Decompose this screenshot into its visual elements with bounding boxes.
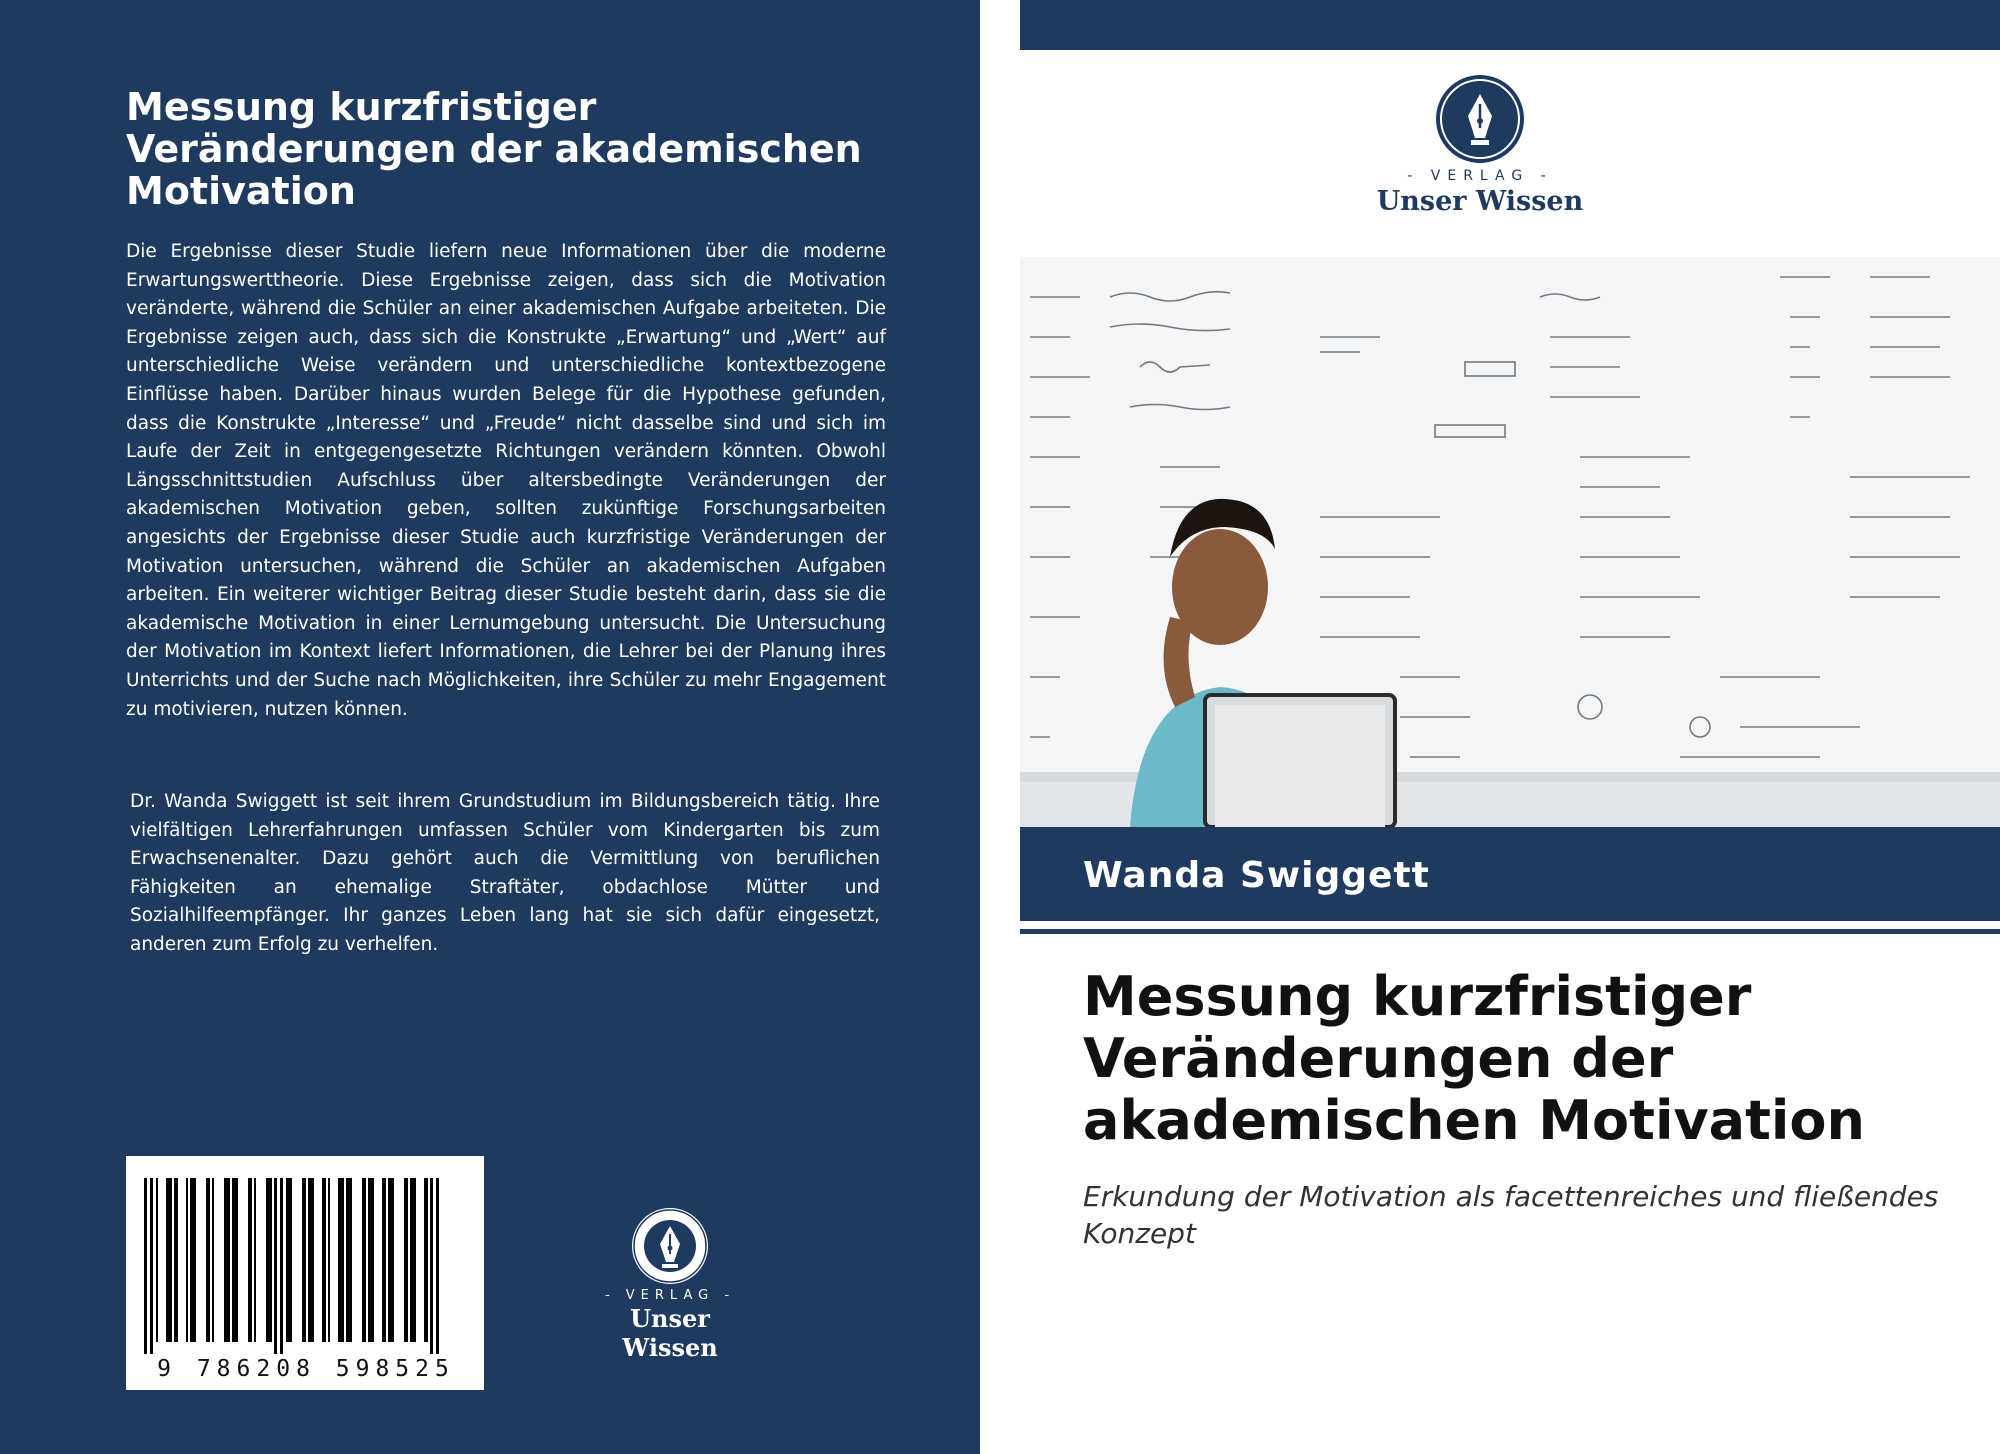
barcode-bar [224, 1178, 230, 1342]
barcode-bar [346, 1178, 352, 1342]
back-publisher-logo [580, 1204, 760, 1362]
barcode-bar [322, 1178, 326, 1342]
spine [980, 0, 1020, 1454]
back-logo-verlag: - VERLAG - [604, 1288, 736, 1303]
student-whiteboard-photo [1020, 257, 2000, 827]
barcode-bar [302, 1178, 306, 1342]
barcode-bar [424, 1178, 428, 1342]
barcode-bar [404, 1178, 408, 1342]
back-cover-title: Messung kurzfristiger Veränderungen der akademischen Motivation [126, 85, 862, 213]
barcode-bar [280, 1178, 283, 1354]
barcode-bar [368, 1178, 374, 1342]
front-publisher-logo [1375, 72, 1585, 222]
barcode-bar [430, 1178, 433, 1354]
front-top-bar [1020, 0, 2000, 50]
barcode-bar [206, 1178, 210, 1342]
pen-nib-icon [1375, 72, 1585, 168]
barcode-bar [388, 1178, 394, 1342]
isbn-digits: 9 786208 598525 [157, 1356, 455, 1382]
author-name: Wanda Swiggett [1083, 855, 1430, 896]
barcode-bar [150, 1178, 153, 1354]
author-bio: Dr. Wanda Swiggett ist seit ihrem Grundstudium im Bildungsbereich tätig. Ihre vielfältigen Lehrerfahrungen umfassen Schüler vom Kindergarten bis zum Erwachsenenalter. Dazu gehört auch die Vermittlung von beruflichen Fähigkeiten an ehemalige Straftäter, obdachlose Mütter und Sozialhilfeempfänger. Ihr ganzes Leben lang hat sie sich dafür eingesetzt, anderen zum Erfolg zu verhelfen. [130, 791, 880, 955]
front-cover-title: Messung kurzfristiger Veränderungen der akademischen Motivation [1083, 965, 1865, 1152]
barcode-bar [266, 1178, 272, 1342]
barcode-bar [254, 1178, 256, 1342]
barcode-bar [286, 1178, 292, 1342]
barcode-bar [410, 1178, 416, 1342]
divider-line [1020, 929, 2000, 934]
front-cover [1020, 0, 2000, 1454]
barcode-bars [142, 1178, 468, 1354]
back-cover-description: Die Ergebnisse dieser Studie liefern neue Informationen über die moderne Erwartungswerttheorie. Diese Ergebnisse zeigen, dass sich die Motivation veränderte, während die Schüler an einer akademischen Aufgabe arbeiteten. Die Ergebnisse zeigen auch, dass sich die Konstrukte „Erwartung“ und „Wert“ auf unterschiedliche Weise verändern und unterschiedliche kontextbezogene Einflüsse haben. Darüber hinaus wurden Belege für die Hypothese gefunden, dass die Konstrukte „Interesse“ und „Freude“ nicht dasselbe sind und sich im Laufe der Zeit in entgegengesetzte Richtungen verändern könnten. Obwohl Längsschnittstudien Aufschluss über altersbedingte Veränderungen der akademischen Motivation geben, sollten zukünftige Forschungsarbeiten angesichts der Ergebnisse dieser Studie auch kurzfristige Veränderungen der Motivation untersuchen, während die Schüler an akademischen Aufgaben arbeiten. Ein weiterer wichtiger Beitrag dieser Studie besteht darin, dass sie die akademische Motivation in einer Lernumgebung untersucht. Die Untersuchung der Motivation im Kontext liefert Informationen, die Lehrer bei der Planung ihres Unterrichts und der Suche nach Möglichkeiten, ihre Schüler zu mehr Engagement zu motivieren, nutzen können. [126, 241, 886, 720]
pen-nib-icon [580, 1204, 760, 1288]
barcode-bar [156, 1178, 158, 1342]
author-band [1020, 827, 2000, 921]
isbn-barcode [126, 1156, 484, 1390]
barcode-bar [362, 1178, 366, 1342]
barcode-bar [232, 1178, 238, 1342]
barcode-bar [338, 1178, 344, 1342]
barcode-bar [248, 1178, 252, 1342]
front-cover-subtitle: Erkundung der Motivation als facettenreiches und fließendes Konzept [1083, 1180, 1939, 1250]
barcode-bar [190, 1178, 196, 1342]
barcode-bar [174, 1178, 178, 1342]
barcode-bar [382, 1178, 386, 1342]
barcode-bar [274, 1178, 277, 1354]
barcode-bar [186, 1178, 188, 1342]
barcode-bar [212, 1178, 214, 1342]
front-logo-verlag: - VERLAG - [1407, 168, 1553, 184]
barcode-bar [144, 1178, 147, 1354]
front-logo-name: Unser Wissen [1376, 186, 1584, 217]
back-logo-name: Unser Wissen [622, 1304, 718, 1362]
barcode-bar [436, 1178, 439, 1354]
back-cover [0, 0, 980, 1454]
barcode-bar [328, 1178, 330, 1342]
barcode-bar [308, 1178, 314, 1342]
barcode-bar [166, 1178, 172, 1342]
